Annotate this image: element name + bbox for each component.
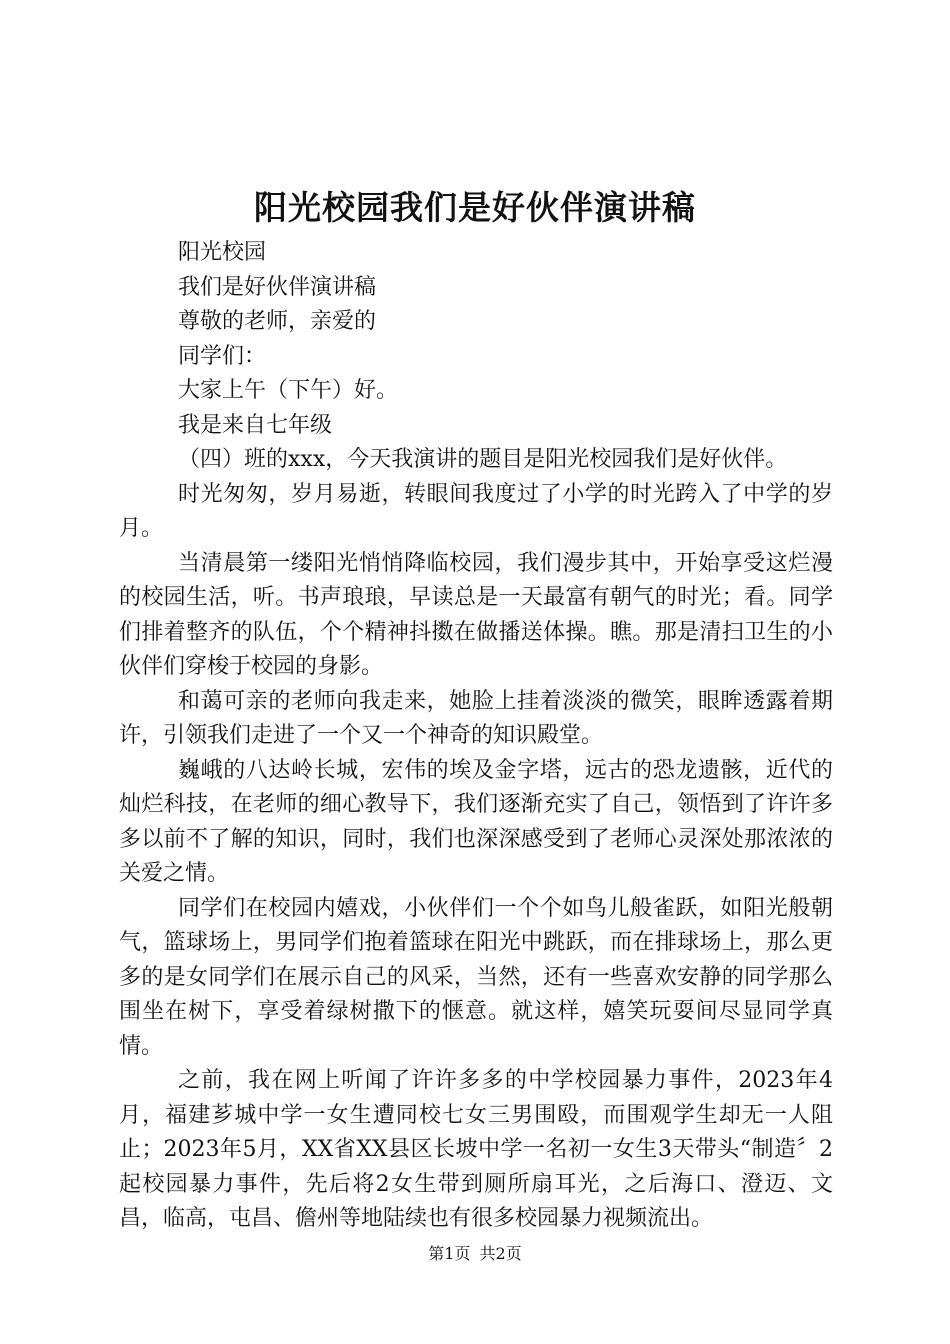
paragraph: 当清晨第一缕阳光悄悄降临校园，我们漫步其中，开始享受这烂漫的校园生活，听。书声琅琅，早读总是一天最富有朝气的时光；看。同学们排着整齐的队伍，个个精神抖擞在做播送体操。瞧。那是清扫卫生的小伙伴们穿梭于校园的身影。 <box>119 550 833 679</box>
paragraph: （四）班的xxx，今天我演讲的题目是阳光校园我们是好伙伴。 <box>178 447 788 472</box>
document-title: 阳光校园我们是好伙伴演讲稿 <box>254 188 696 227</box>
paragraph: 和蔼可亲的老师向我走来，她脸上挂着淡淡的微笑，眼眸透露着期许，引领我们走进了一个又一个神奇的知识殿堂。 <box>119 688 833 748</box>
page-footer <box>0 1243 950 1265</box>
text-line: 尊敬的老师，亲爱的 <box>178 309 377 334</box>
paragraph: 时光匆匆，岁月易逝，转眼间我度过了小学的时光跨入了中学的岁月。 <box>119 481 833 541</box>
text-line: 大家上午（下午）好。 <box>178 378 399 403</box>
text-line: 我是来自七年级 <box>178 412 333 438</box>
paragraph: 之前，我在网上听闻了许许多多的中学校园暴力事件，2023年4月，福建芗城中学一女生遭同校七女三男围殴，而围观学生却无一人阻止；2023年5月，XX省XX县区长坡中学一名初一女生3天带头“制造〞2起校园暴力事件，先后将2女生带到厕所扇耳光，之后海口、澄迈、文昌，临高，屯昌、儋州等地陆续也有很多校园暴力视频流出。 <box>119 1068 833 1231</box>
page-number: 第1页 <box>428 1244 471 1263</box>
text-line: 同学们： <box>178 343 267 369</box>
document-body <box>119 236 833 1237</box>
paragraph: 同学们在校园内嬉戏，小伙伴们一个个如鸟儿般雀跃，如阳光般朝气，篮球场上，男同学们抱着篮球在阳光中跳跃，而在排球场上，那么更多的是女同学们在展示自己的风采，当然，还有一些喜欢安静的同学那么围坐在树下，享受着绿树撒下的惬意。就这样，嬉笑玩耍间尽显同学真情。 <box>119 895 833 1059</box>
page-total: 共2页 <box>479 1244 522 1263</box>
paragraph: 巍峨的八达岭长城，宏伟的埃及金字塔，远古的恐龙遗骸，近代的灿烂科技，在老师的细心教导下，我们逐渐充实了自己，领悟到了许许多多以前不了解的知识，同时，我们也深深感受到了老师心灵深处那浓浓的关爱之情。 <box>119 757 833 886</box>
text-line: 我们是好伙伴演讲稿 <box>178 274 377 300</box>
text-line: 阳光校园 <box>178 240 267 265</box>
